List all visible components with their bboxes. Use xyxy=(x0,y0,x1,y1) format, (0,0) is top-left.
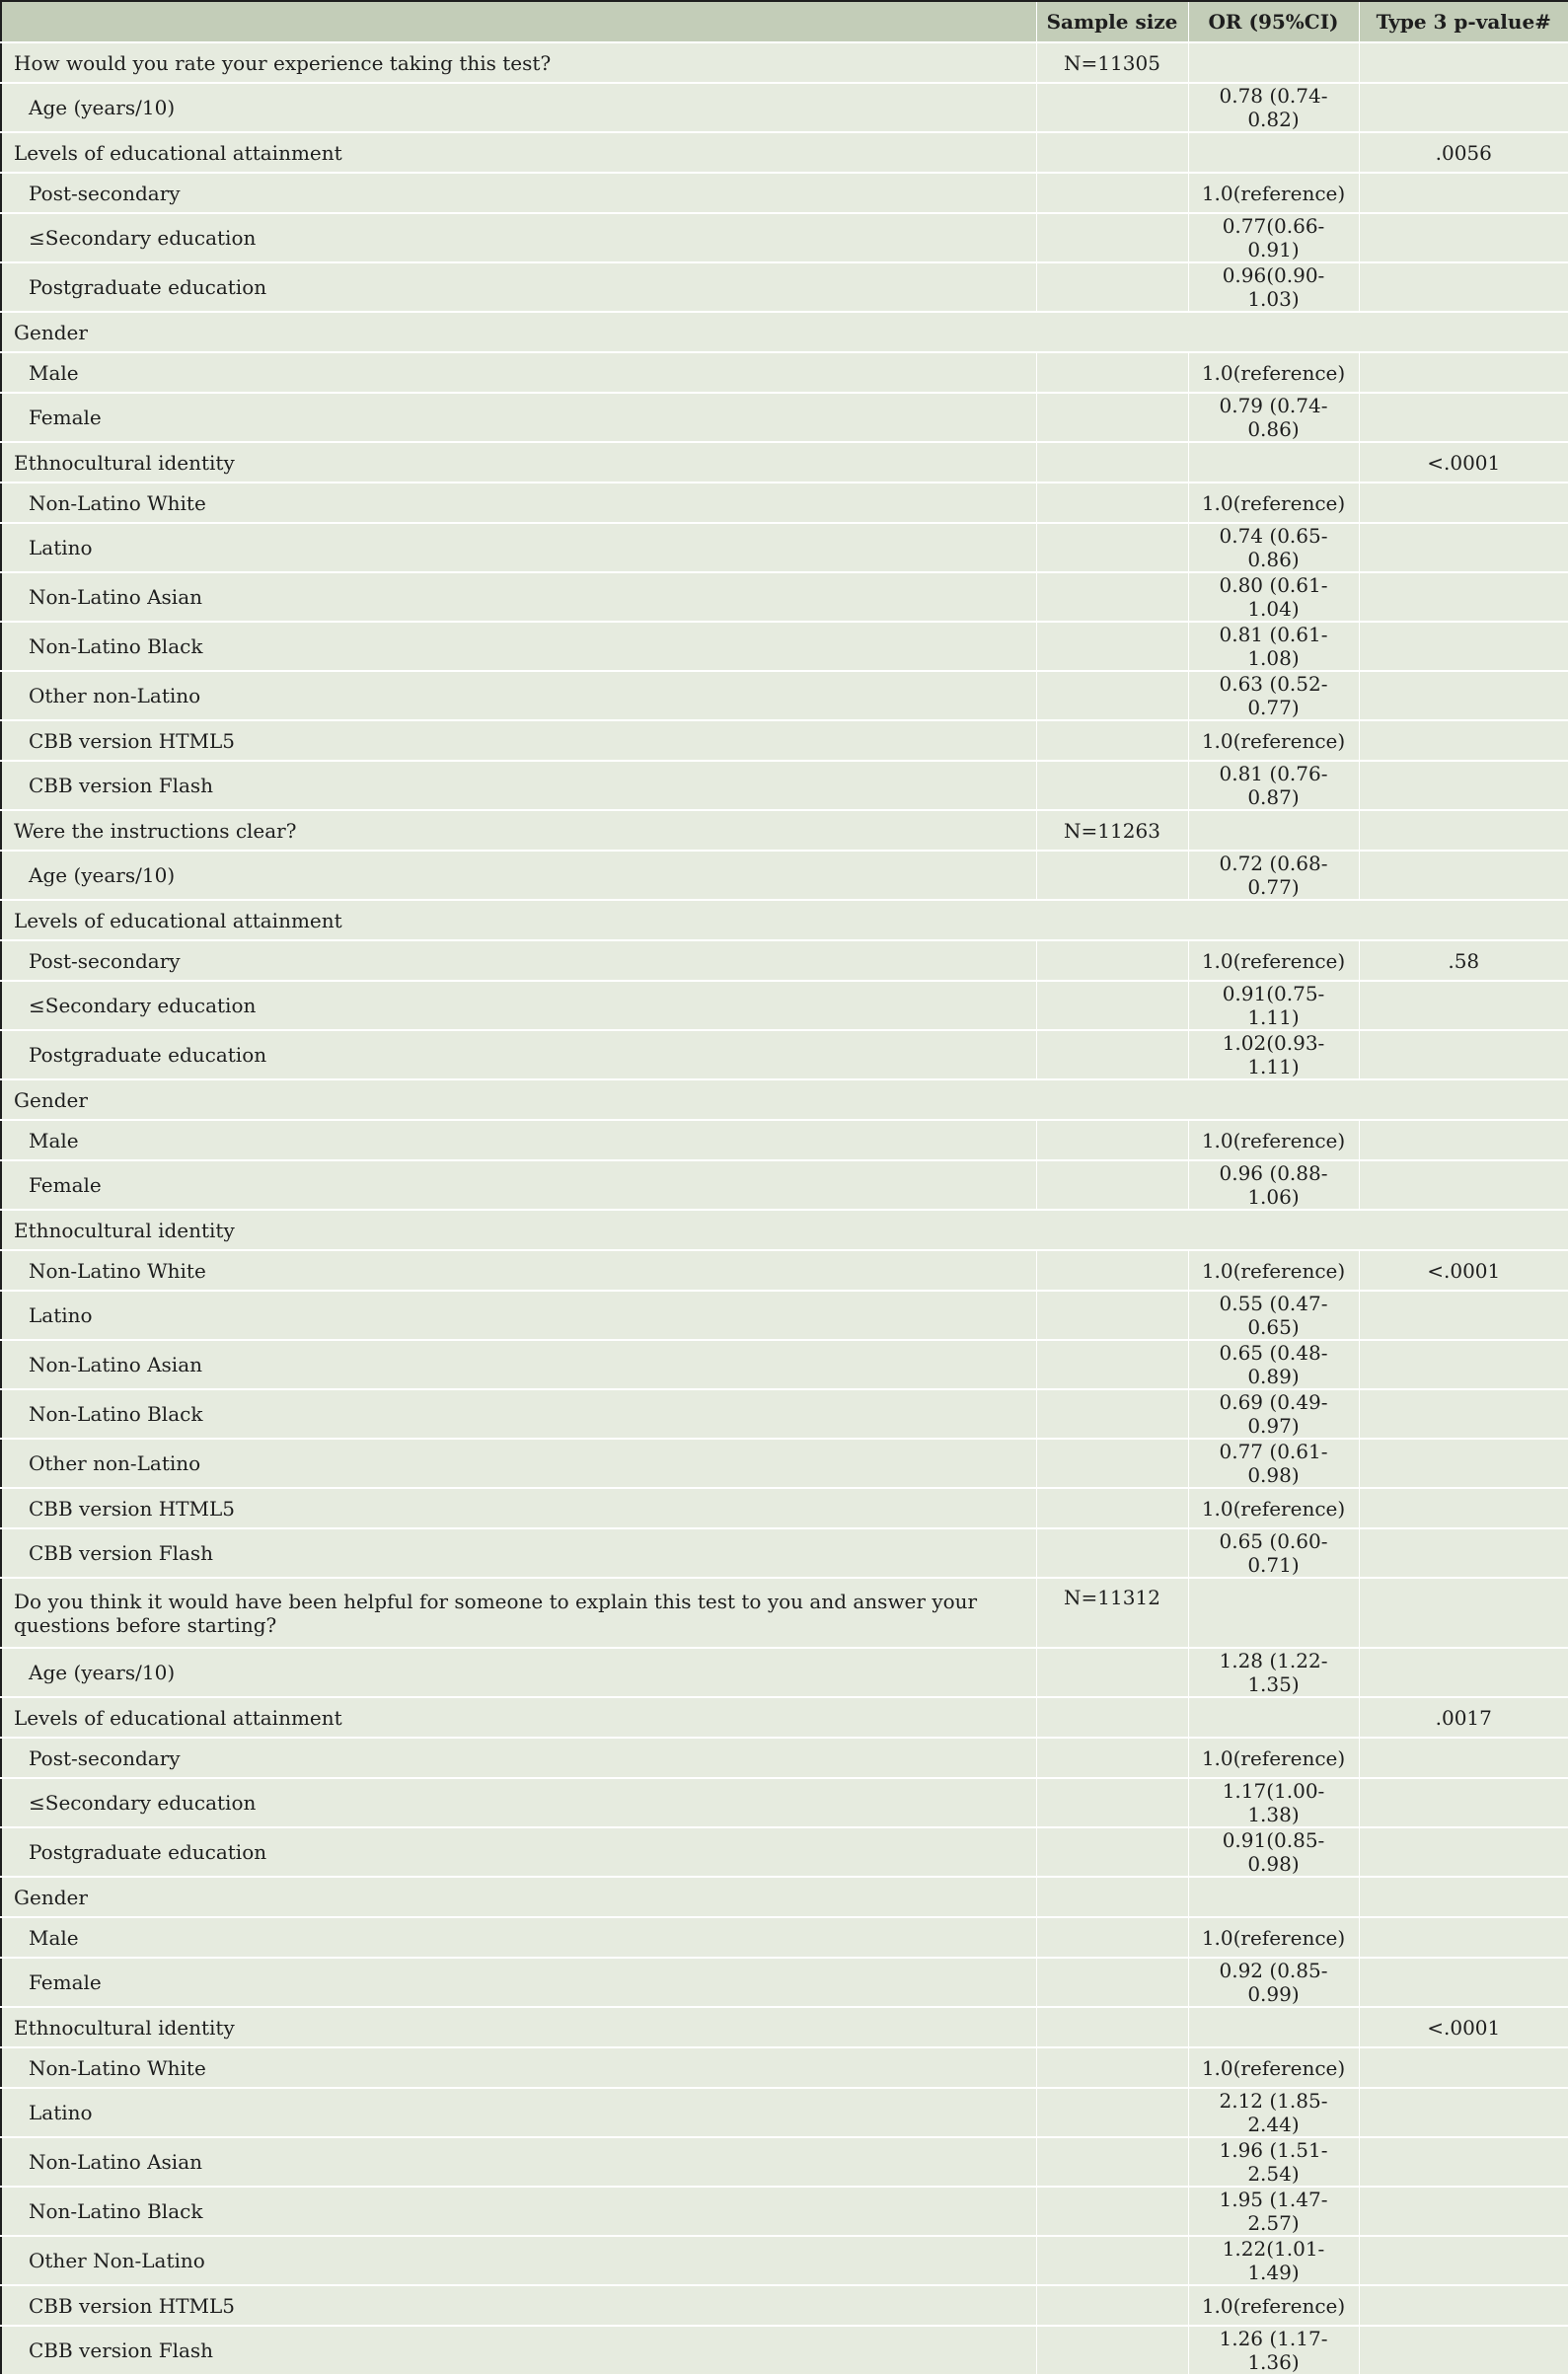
sample-size-cell xyxy=(1036,1488,1188,1528)
odds-ratio-cell: 0.78 (0.74-0.82) xyxy=(1188,83,1359,132)
table-row xyxy=(1,132,1568,173)
odds-ratio-cell: 0.69 (0.49-0.97) xyxy=(1188,1389,1359,1439)
row-label: Male xyxy=(1,1917,1036,1958)
sample-size-cell xyxy=(1036,393,1188,442)
table-row xyxy=(1,1079,1568,1120)
sample-size-cell xyxy=(1036,2187,1188,2236)
table-row xyxy=(1,1030,1568,1079)
p-value-cell xyxy=(1359,981,1568,1030)
row-label: Postgraduate education xyxy=(1,1030,1036,1079)
odds-ratio-cell: 1.0(reference) xyxy=(1188,2285,1359,2326)
table-row xyxy=(1,42,1568,83)
odds-ratio-cell: 0.96(0.90-1.03) xyxy=(1188,262,1359,312)
sample-size-cell xyxy=(1036,622,1188,671)
p-value-cell xyxy=(1359,671,1568,720)
odds-ratio-cell: 1.28 (1.22-1.35) xyxy=(1188,1648,1359,1697)
sample-size-cell: N=11263 xyxy=(1036,810,1188,851)
row-label: Non-Latino Asian xyxy=(1,572,1036,622)
sample-size-cell xyxy=(1036,1697,1188,1738)
row-label: CBB version Flash xyxy=(1,2326,1036,2375)
p-value-cell: <.0001 xyxy=(1359,1250,1568,1291)
odds-ratio-cell xyxy=(1188,1578,1359,1648)
odds-ratio-cell: 1.0(reference) xyxy=(1188,720,1359,761)
p-value-cell xyxy=(1359,2137,1568,2187)
table-row xyxy=(1,1738,1568,1778)
table-row xyxy=(1,1827,1568,1877)
p-value-cell xyxy=(1359,761,1568,810)
header-label xyxy=(1,1,1036,42)
odds-ratio-cell xyxy=(1188,1877,1359,1917)
row-label: Age (years/10) xyxy=(1,83,1036,132)
table-row xyxy=(1,2047,1568,2088)
odds-ratio-cell: 0.65 (0.48-0.89) xyxy=(1188,1340,1359,1389)
p-value-cell xyxy=(1359,213,1568,262)
sample-size-cell xyxy=(1036,940,1188,981)
odds-ratio-cell: 1.95 (1.47-2.57) xyxy=(1188,2187,1359,2236)
p-value-cell xyxy=(1359,1958,1568,2007)
sample-size-cell xyxy=(1036,1439,1188,1488)
table-row xyxy=(1,622,1568,671)
table-row xyxy=(1,2326,1568,2375)
table-row xyxy=(1,1439,1568,1488)
row-label: CBB version Flash xyxy=(1,1528,1036,1578)
odds-ratio-cell: 0.65 (0.60-0.71) xyxy=(1188,1528,1359,1578)
table-row xyxy=(1,173,1568,213)
odds-ratio-cell: 1.0(reference) xyxy=(1188,483,1359,523)
sample-size-cell xyxy=(1036,173,1188,213)
row-label: Non-Latino White xyxy=(1,1250,1036,1291)
table-row xyxy=(1,2088,1568,2137)
p-value-cell xyxy=(1359,1389,1568,1439)
table-row xyxy=(1,572,1568,622)
p-value-cell xyxy=(1359,352,1568,393)
odds-ratio-cell: 1.26 (1.17-1.36) xyxy=(1188,2326,1359,2375)
table-row xyxy=(1,761,1568,810)
row-label: Non-Latino Asian xyxy=(1,1340,1036,1389)
table-row xyxy=(1,1210,1568,1250)
row-label: Latino xyxy=(1,523,1036,572)
p-value-cell xyxy=(1359,173,1568,213)
odds-ratio-cell: 0.74 (0.65-0.86) xyxy=(1188,523,1359,572)
p-value-cell xyxy=(1359,483,1568,523)
odds-ratio-cell: 1.0(reference) xyxy=(1188,1120,1359,1160)
row-label: Post-secondary xyxy=(1,940,1036,981)
sample-size-cell xyxy=(1036,2285,1188,2326)
odds-ratio-cell xyxy=(1188,1697,1359,1738)
p-value-cell xyxy=(1359,1030,1568,1079)
sample-size-cell xyxy=(1036,1648,1188,1697)
odds-ratio-cell: 0.81 (0.76-0.87) xyxy=(1188,761,1359,810)
row-label: Gender xyxy=(1,1079,1568,1120)
p-value-cell xyxy=(1359,851,1568,900)
table-row xyxy=(1,352,1568,393)
odds-ratio-cell: 1.0(reference) xyxy=(1188,2047,1359,2088)
odds-ratio-cell: 1.0(reference) xyxy=(1188,1250,1359,1291)
table-row xyxy=(1,2137,1568,2187)
p-value-cell xyxy=(1359,1160,1568,1210)
row-label: Non-Latino White xyxy=(1,483,1036,523)
sample-size-cell xyxy=(1036,572,1188,622)
sample-size-cell xyxy=(1036,1917,1188,1958)
odds-ratio-cell: 0.96 (0.88-1.06) xyxy=(1188,1160,1359,1210)
p-value-cell: .0017 xyxy=(1359,1697,1568,1738)
odds-ratio-cell: 1.22(1.01-1.49) xyxy=(1188,2236,1359,2285)
sample-size-cell xyxy=(1036,851,1188,900)
table-row xyxy=(1,1578,1568,1648)
table-row xyxy=(1,1488,1568,1528)
sample-size-cell xyxy=(1036,2007,1188,2047)
row-label: CBB version HTML5 xyxy=(1,1488,1036,1528)
table-row xyxy=(1,1528,1568,1578)
sample-size-cell xyxy=(1036,1738,1188,1778)
sample-size-cell xyxy=(1036,483,1188,523)
odds-ratio-cell: 0.81 (0.61-1.08) xyxy=(1188,622,1359,671)
p-value-cell xyxy=(1359,1778,1568,1827)
p-value-cell xyxy=(1359,810,1568,851)
table-row xyxy=(1,900,1568,940)
sample-size-cell xyxy=(1036,1291,1188,1340)
odds-ratio-cell: 1.0(reference) xyxy=(1188,352,1359,393)
row-label: Postgraduate education xyxy=(1,262,1036,312)
table-row xyxy=(1,1778,1568,1827)
table-row xyxy=(1,851,1568,900)
sample-size-cell: N=11312 xyxy=(1036,1578,1188,1648)
odds-ratio-cell: 1.0(reference) xyxy=(1188,1917,1359,1958)
table-row xyxy=(1,1877,1568,1917)
odds-ratio-cell: 0.55 (0.47-0.65) xyxy=(1188,1291,1359,1340)
sample-size-cell xyxy=(1036,1958,1188,2007)
p-value-cell xyxy=(1359,1648,1568,1697)
table-row xyxy=(1,1291,1568,1340)
odds-ratio-cell: 0.79 (0.74-0.86) xyxy=(1188,393,1359,442)
table-row xyxy=(1,312,1568,352)
row-label: Ethnocultural identity xyxy=(1,1210,1568,1250)
table-row xyxy=(1,483,1568,523)
odds-ratio-cell: 0.63 (0.52-0.77) xyxy=(1188,671,1359,720)
table-row xyxy=(1,2236,1568,2285)
table-row xyxy=(1,213,1568,262)
row-label: Postgraduate education xyxy=(1,1827,1036,1877)
row-label: Female xyxy=(1,1958,1036,2007)
row-label: Male xyxy=(1,352,1036,393)
odds-ratio-cell: 1.0(reference) xyxy=(1188,940,1359,981)
odds-ratio-cell: 0.92 (0.85-0.99) xyxy=(1188,1958,1359,2007)
row-label: ≤Secondary education xyxy=(1,981,1036,1030)
table-row xyxy=(1,1120,1568,1160)
odds-ratio-cell xyxy=(1188,442,1359,483)
odds-ratio-cell: 1.0(reference) xyxy=(1188,1738,1359,1778)
sample-size-cell xyxy=(1036,761,1188,810)
sample-size-cell xyxy=(1036,2088,1188,2137)
table-row xyxy=(1,393,1568,442)
odds-ratio-cell: 1.02(0.93-1.11) xyxy=(1188,1030,1359,1079)
table-row xyxy=(1,1958,1568,2007)
sample-size-cell xyxy=(1036,1250,1188,1291)
p-value-cell xyxy=(1359,262,1568,312)
p-value-cell xyxy=(1359,523,1568,572)
odds-ratio-cell: 0.77(0.66-0.91) xyxy=(1188,213,1359,262)
row-label: Other non-Latino xyxy=(1,671,1036,720)
row-label: Ethnocultural identity xyxy=(1,442,1036,483)
table-row xyxy=(1,2285,1568,2326)
sample-size-cell xyxy=(1036,83,1188,132)
row-label: CBB version HTML5 xyxy=(1,2285,1036,2326)
sample-size-cell xyxy=(1036,1877,1188,1917)
odds-ratio-cell xyxy=(1188,810,1359,851)
p-value-cell: .0056 xyxy=(1359,132,1568,173)
sample-size-cell xyxy=(1036,720,1188,761)
p-value-cell xyxy=(1359,1340,1568,1389)
sample-size-cell xyxy=(1036,1528,1188,1578)
row-label: Gender xyxy=(1,1877,1036,1917)
row-label: ≤Secondary education xyxy=(1,1778,1036,1827)
table-row xyxy=(1,981,1568,1030)
table-row xyxy=(1,1250,1568,1291)
table-row xyxy=(1,671,1568,720)
table-row xyxy=(1,1697,1568,1738)
row-label: ≤Secondary education xyxy=(1,213,1036,262)
p-value-cell xyxy=(1359,1917,1568,1958)
table-row xyxy=(1,720,1568,761)
odds-ratio-cell xyxy=(1188,132,1359,173)
sample-size-cell xyxy=(1036,262,1188,312)
sample-size-cell xyxy=(1036,523,1188,572)
p-value-cell xyxy=(1359,2285,1568,2326)
odds-ratio-cell xyxy=(1188,42,1359,83)
p-value-cell xyxy=(1359,1827,1568,1877)
sample-size-cell: N=11305 xyxy=(1036,42,1188,83)
row-label: Other non-Latino xyxy=(1,1439,1036,1488)
p-value-cell xyxy=(1359,2047,1568,2088)
row-label: Female xyxy=(1,1160,1036,1210)
p-value-cell xyxy=(1359,83,1568,132)
p-value-cell xyxy=(1359,2326,1568,2375)
header-row xyxy=(1,1,1568,42)
sample-size-cell xyxy=(1036,1160,1188,1210)
p-value-cell xyxy=(1359,2236,1568,2285)
table-row xyxy=(1,1160,1568,1210)
header-sample-size: Sample size xyxy=(1036,1,1188,42)
row-label: CBB version HTML5 xyxy=(1,720,1036,761)
table-row xyxy=(1,940,1568,981)
row-label: Age (years/10) xyxy=(1,1648,1036,1697)
table-row xyxy=(1,523,1568,572)
row-label: Latino xyxy=(1,2088,1036,2137)
row-label: Levels of educational attainment xyxy=(1,132,1036,173)
header-or: OR (95%CI) xyxy=(1188,1,1359,42)
odds-ratio-cell: 0.72 (0.68-0.77) xyxy=(1188,851,1359,900)
table-row xyxy=(1,262,1568,312)
sample-size-cell xyxy=(1036,442,1188,483)
table-row xyxy=(1,1648,1568,1697)
p-value-cell xyxy=(1359,1578,1568,1648)
sample-size-cell xyxy=(1036,132,1188,173)
header-p-value: Type 3 p-value# xyxy=(1359,1,1568,42)
sample-size-cell xyxy=(1036,1120,1188,1160)
odds-ratio-cell: 1.96 (1.51-2.54) xyxy=(1188,2137,1359,2187)
table-row xyxy=(1,2007,1568,2047)
p-value-cell xyxy=(1359,1528,1568,1578)
row-label: Levels of educational attainment xyxy=(1,900,1568,940)
odds-ratio-cell: 0.77 (0.61-0.98) xyxy=(1188,1439,1359,1488)
odds-ratio-cell: 1.0(reference) xyxy=(1188,173,1359,213)
sample-size-cell xyxy=(1036,671,1188,720)
table-row xyxy=(1,83,1568,132)
odds-ratio-cell: 0.91(0.75-1.11) xyxy=(1188,981,1359,1030)
p-value-cell xyxy=(1359,1439,1568,1488)
p-value-cell xyxy=(1359,2088,1568,2137)
sample-size-cell xyxy=(1036,1030,1188,1079)
table-body xyxy=(1,42,1568,2375)
row-label: Were the instructions clear? xyxy=(1,810,1036,851)
p-value-cell xyxy=(1359,2187,1568,2236)
table-row xyxy=(1,1917,1568,1958)
row-label: Other Non-Latino xyxy=(1,2236,1036,2285)
p-value-cell xyxy=(1359,1120,1568,1160)
p-value-cell xyxy=(1359,393,1568,442)
row-label: Do you think it would have been helpful for someone to explain this test to you and answer your questions before starting? xyxy=(1,1578,1036,1648)
sample-size-cell xyxy=(1036,1340,1188,1389)
table-row xyxy=(1,2187,1568,2236)
sample-size-cell xyxy=(1036,2326,1188,2375)
row-label: Non-Latino Black xyxy=(1,622,1036,671)
table-row xyxy=(1,1389,1568,1439)
row-label: CBB version Flash xyxy=(1,761,1036,810)
sample-size-cell xyxy=(1036,1827,1188,1877)
row-label: Non-Latino Black xyxy=(1,1389,1036,1439)
p-value-cell xyxy=(1359,1877,1568,1917)
table-row xyxy=(1,810,1568,851)
p-value-cell xyxy=(1359,720,1568,761)
row-label: Non-Latino Asian xyxy=(1,2137,1036,2187)
p-value-cell: <.0001 xyxy=(1359,442,1568,483)
row-label: Ethnocultural identity xyxy=(1,2007,1036,2047)
row-label: Gender xyxy=(1,312,1568,352)
odds-ratio-cell xyxy=(1188,2007,1359,2047)
p-value-cell xyxy=(1359,1291,1568,1340)
p-value-cell: .58 xyxy=(1359,940,1568,981)
sample-size-cell xyxy=(1036,2137,1188,2187)
sample-size-cell xyxy=(1036,1389,1188,1439)
odds-ratio-cell: 0.80 (0.61-1.04) xyxy=(1188,572,1359,622)
row-label: Non-Latino White xyxy=(1,2047,1036,2088)
sample-size-cell xyxy=(1036,2047,1188,2088)
sample-size-cell xyxy=(1036,213,1188,262)
sample-size-cell xyxy=(1036,2236,1188,2285)
p-value-cell xyxy=(1359,1488,1568,1528)
sample-size-cell xyxy=(1036,1778,1188,1827)
row-label: Latino xyxy=(1,1291,1036,1340)
sample-size-cell xyxy=(1036,352,1188,393)
odds-ratio-cell: 1.0(reference) xyxy=(1188,1488,1359,1528)
odds-ratio-cell: 2.12 (1.85-2.44) xyxy=(1188,2088,1359,2137)
p-value-cell xyxy=(1359,622,1568,671)
sample-size-cell xyxy=(1036,981,1188,1030)
table-row xyxy=(1,1340,1568,1389)
p-value-cell: <.0001 xyxy=(1359,2007,1568,2047)
row-label: Female xyxy=(1,393,1036,442)
row-label: Male xyxy=(1,1120,1036,1160)
table-row xyxy=(1,442,1568,483)
row-label: How would you rate your experience taking this test? xyxy=(1,42,1036,83)
row-label: Levels of educational attainment xyxy=(1,1697,1036,1738)
row-label: Non-Latino Black xyxy=(1,2187,1036,2236)
row-label: Post-secondary xyxy=(1,1738,1036,1778)
p-value-cell xyxy=(1359,572,1568,622)
p-value-cell xyxy=(1359,42,1568,83)
p-value-cell xyxy=(1359,1738,1568,1778)
odds-ratio-cell: 0.91(0.85-0.98) xyxy=(1188,1827,1359,1877)
row-label: Age (years/10) xyxy=(1,851,1036,900)
row-label: Post-secondary xyxy=(1,173,1036,213)
odds-ratio-cell: 1.17(1.00-1.38) xyxy=(1188,1778,1359,1827)
